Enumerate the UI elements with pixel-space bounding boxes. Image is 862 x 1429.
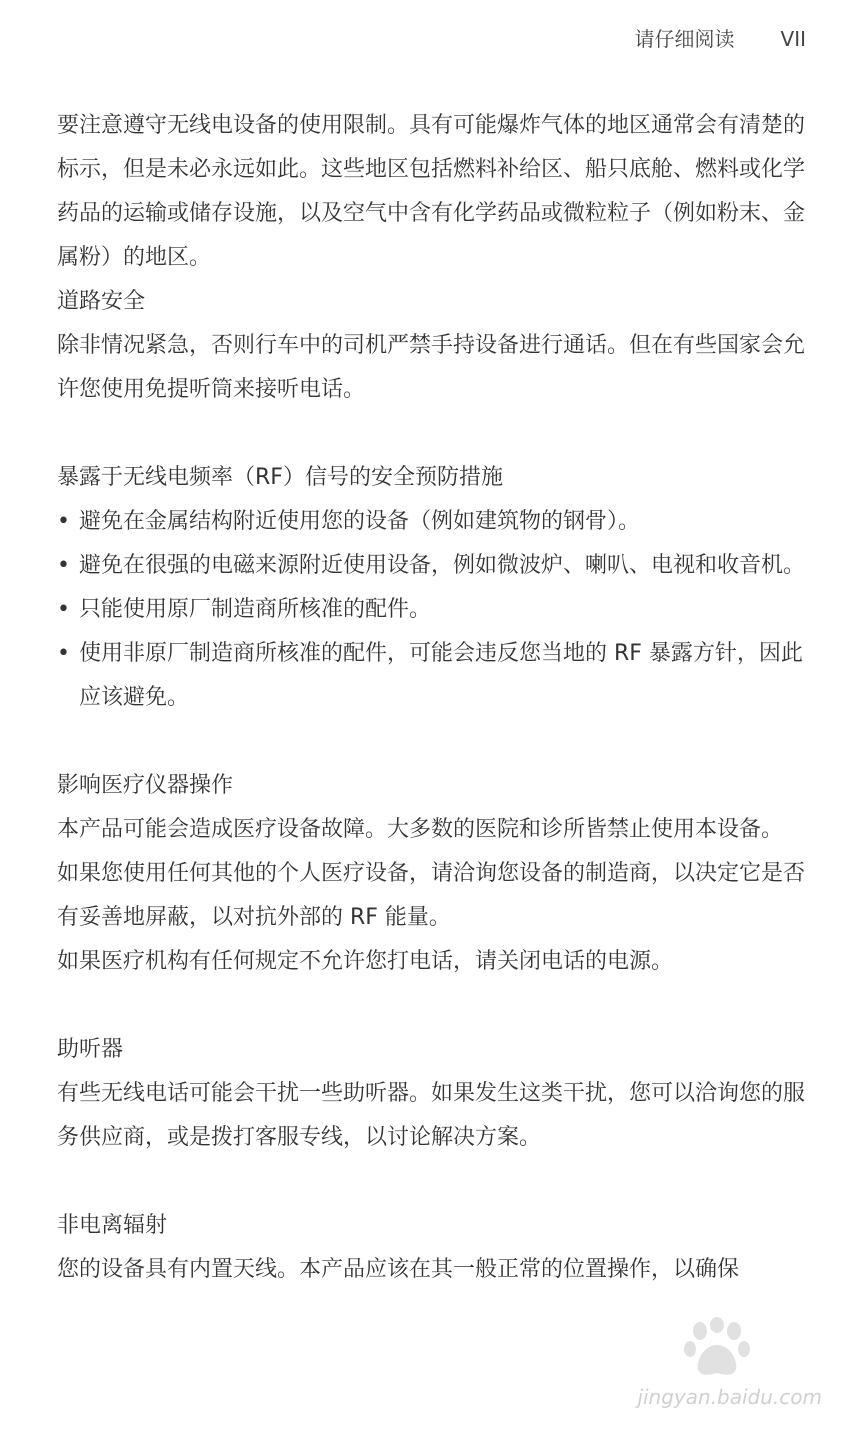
- hearing-aids-paragraph: 有些无线电话可能会干扰一些助听器。如果发生这类干扰，您可以洽询您的服务供应商，或是拨打客服专线，以讨论解决方案。: [57, 1081, 806, 1150]
- header-title: 请仔细阅读: [634, 27, 735, 51]
- watermark: [592, 1309, 822, 1409]
- list-item-text: 使用非原厂制造商所核准的配件，可能会违反您当地的 RF 暴露方针，因此应该避免。: [79, 641, 803, 710]
- medical-paragraph: 如果您使用任何其他的个人医疗设备，请洽询您设备的制造商，以决定它是否有妥善地屏蔽，以对抗外部的 RF 能量。: [57, 861, 806, 930]
- list-item-text: 避免在很强的电磁来源附近使用设备，例如微波炉、喇叭、电视和收音机。: [79, 553, 806, 578]
- medical-paragraph: 本产品可能会造成医疗设备故障。大多数的医院和诊所皆禁止使用本设备。: [57, 817, 784, 842]
- list-item: [57, 544, 807, 588]
- watermark-text: jingyan.baidu.com: [637, 1385, 822, 1409]
- road-safety-paragraph: 除非情况紧急，否则行车中的司机严禁手持设备进行通话。但在有些国家会允许您使用免提听筒来接听电话。: [57, 333, 806, 402]
- rf-exposure-list: [57, 500, 807, 720]
- road-safety-heading: 道路安全: [57, 289, 146, 314]
- list-item-text: 避免在金属结构附近使用您的设备（例如建筑物的钢骨）。: [79, 509, 641, 534]
- list-item-text: 只能使用原厂制造商所核准的配件。: [79, 597, 432, 622]
- baidu-paw-icon: [682, 1317, 752, 1381]
- non-ionizing-heading: 非电离辐射: [57, 1213, 168, 1238]
- medical-paragraph: 如果医疗机构有任何规定不允许您打电话，请关闭电话的电源。: [57, 949, 674, 974]
- rf-exposure-heading: 暴露于无线电频率（RF）信号的安全预防措施: [57, 465, 503, 490]
- list-item: [57, 500, 807, 544]
- bullet-icon: •: [57, 597, 70, 622]
- list-item: [57, 588, 807, 632]
- bullet-icon: •: [57, 553, 70, 578]
- intro-paragraph: 要注意遵守无线电设备的使用限制。具有可能爆炸气体的地区通常会有清楚的标示，但是未必永远如此。这些地区包括燃料补给区、船只底舱、燃料或化学药品的运输或储存设施，以及空气中含有化学药品或微粒粒子（例如粉末、金属粉）的地区。: [57, 113, 806, 270]
- medical-heading: 影响医疗仪器操作: [57, 773, 234, 798]
- bullet-icon: •: [57, 641, 70, 666]
- page-header: [635, 24, 806, 54]
- bullet-icon: •: [57, 509, 70, 534]
- list-item: [57, 632, 807, 720]
- document-body: [57, 104, 807, 1292]
- non-ionizing-paragraph: 您的设备具有内置天线。本产品应该在其一般正常的位置操作，以确保: [57, 1257, 740, 1282]
- page-number: VII: [780, 27, 806, 51]
- hearing-aids-heading: 助听器: [57, 1037, 124, 1062]
